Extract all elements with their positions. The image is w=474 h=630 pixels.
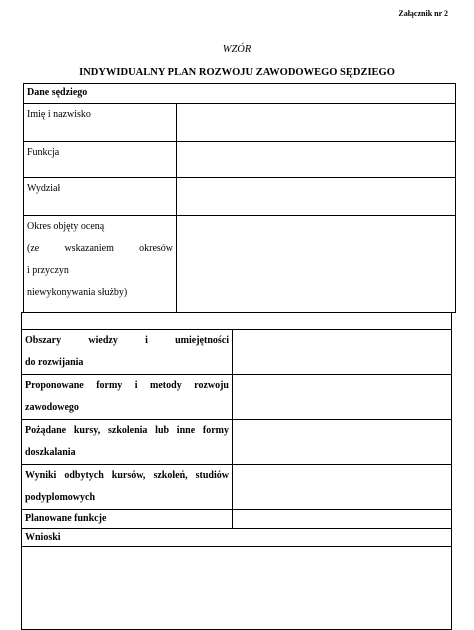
knowledge-areas-value-field[interactable] (233, 330, 452, 375)
knowledge-areas-label-line2: do rozwijania (25, 357, 84, 368)
development-methods-value (233, 375, 451, 377)
name-value-field[interactable] (177, 104, 456, 142)
name-label-cell (24, 104, 177, 142)
judge-data-header: Dane sędziego (27, 87, 88, 98)
completed-courses-label-line1: Wyniki odbytych kursów, szkoleń, studiów (25, 470, 229, 481)
completed-courses-label-cell (22, 465, 233, 510)
period-label-line2: (ze wskazaniem okresów (27, 243, 173, 254)
completed-courses-value (233, 465, 451, 467)
name-label: Imię i nazwisko (27, 109, 91, 120)
development-methods-label-line2: zawodowego (25, 402, 79, 413)
desired-courses-value-field[interactable] (233, 420, 452, 465)
function-value-field[interactable] (177, 142, 456, 178)
name-value (177, 104, 455, 106)
development-plan-table (21, 312, 452, 630)
division-label: Wydział (27, 183, 61, 194)
development-methods-label-line1: Proponowane formy i metody rozwoju (25, 380, 229, 391)
judge-data-header-cell (24, 84, 456, 104)
development-methods-value-field[interactable] (233, 375, 452, 420)
desired-courses-label-line1: Pożądane kursy, szkolenia lub inne formy (25, 425, 229, 436)
function-label: Funkcja (27, 147, 60, 158)
period-label-line3: i przyczyn (27, 265, 69, 276)
desired-courses-label-cell (22, 420, 233, 465)
desired-courses-label-line2: doszkalania (25, 447, 76, 458)
completed-courses-label-line2: podyplomowych (25, 492, 96, 503)
period-label-line4: niewykonywania służby) (27, 287, 128, 298)
period-value-field[interactable] (177, 216, 456, 313)
development-methods-label-cell (22, 375, 233, 420)
desired-courses-value (233, 420, 451, 422)
planned-functions-label-cell (22, 510, 233, 529)
division-value (177, 178, 455, 180)
conclusions-label: Wnioski (25, 532, 61, 543)
completed-courses-value-field[interactable] (233, 465, 452, 510)
planned-functions-label: Planowane funkcje (25, 513, 107, 524)
function-label-cell (24, 142, 177, 178)
judge-data-table (23, 83, 456, 313)
period-label-line1: Okres objęty oceną (27, 221, 105, 232)
annex-label: Załącznik nr 2 (398, 9, 448, 18)
knowledge-areas-label-line1: Obszary wiedzy i umiejętności (25, 335, 229, 346)
period-label-cell (24, 216, 177, 313)
conclusions-value-field[interactable] (22, 547, 452, 630)
function-value (177, 142, 455, 144)
knowledge-areas-value (233, 330, 451, 332)
period-value (177, 216, 455, 218)
template-label: WZÓR (222, 44, 252, 55)
page-title: INDYWIDUALNY PLAN ROZWOJU ZAWODOWEGO SĘDZIEGO (79, 67, 395, 78)
conclusions-header-cell (22, 529, 452, 547)
division-label-cell (24, 178, 177, 216)
knowledge-areas-label-cell (22, 330, 233, 375)
spacer-row (22, 313, 452, 330)
planned-functions-value-field[interactable] (233, 510, 452, 529)
division-value-field[interactable] (177, 178, 456, 216)
